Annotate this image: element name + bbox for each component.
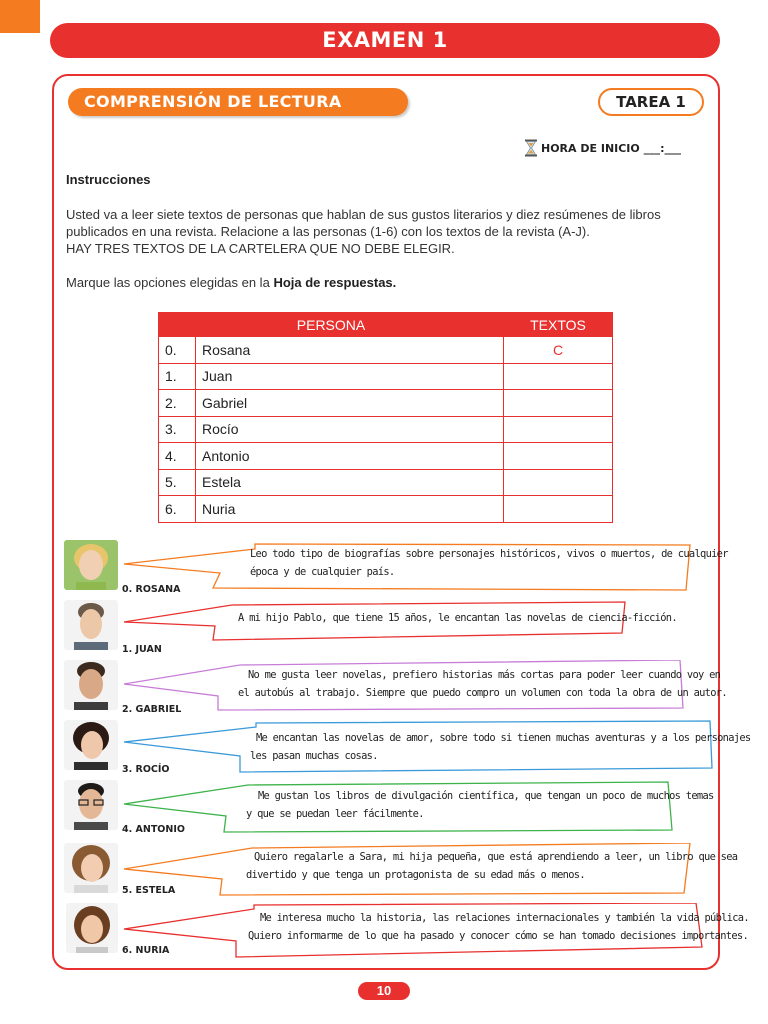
task-label: TAREA 1: [598, 88, 704, 116]
corner-tab: [0, 0, 40, 33]
instructions-line: HAY TRES TEXTOS DE LA CARTELERA QUE NO DEBE ELEGIR.: [66, 241, 455, 256]
table-row: [159, 469, 613, 496]
instructions-line: Usted va a leer siete textos de personas que hablan de sus gustos literarios y diez resúmenes de libros: [66, 207, 661, 222]
bubble-text: [250, 729, 750, 765]
row-number: 6.: [159, 496, 196, 523]
row-number: 3.: [159, 416, 196, 443]
exam-title: EXAMEN 1: [50, 23, 720, 58]
row-number: 4.: [159, 443, 196, 470]
person-label: 6. NURIA: [122, 945, 170, 956]
bubble-line: Me encantan las novelas de amor, sobre todo si tienen muchas aventuras y a los personajes: [256, 732, 751, 744]
mark-prefix: Marque las opciones elegidas en la: [66, 275, 270, 290]
table-row: [159, 337, 613, 364]
row-name: Estela: [196, 469, 504, 496]
person-gabriel: [0, 660, 768, 720]
bubble-line: Quiero informarme de lo que ha pasado y conocer cómo se han tomado decisiones importantes.: [248, 930, 749, 942]
bubble-line: A mi hijo Pablo, que tiene 15 años, le encantan las novelas de ciencia-ficción.: [238, 612, 677, 624]
row-number: 2.: [159, 390, 196, 417]
row-name: Antonio: [196, 443, 504, 470]
table-header-row: [159, 313, 613, 337]
row-name: Nuria: [196, 496, 504, 523]
bubble-line: Me gustan los libros de divulgación científica, que tengan un poco de muchos temas: [258, 790, 714, 802]
page-number: 10: [358, 982, 410, 1000]
table-row: [159, 363, 613, 390]
bubble-line: divertido y que tenga un protagonista de su edad más o menos.: [246, 869, 585, 881]
bubble-line: Quiero regalarle a Sara, mi hija pequeña, que está aprendiendo a leer, un libro que sea: [254, 851, 738, 863]
bubble-line: el autobús al trabajo. Siempre que puedo compro un volumen con toda la obra de un autor.: [238, 687, 727, 699]
hourglass-icon: [524, 139, 538, 157]
row-number: 1.: [159, 363, 196, 390]
row-answer[interactable]: [504, 416, 613, 443]
row-answer[interactable]: [504, 443, 613, 470]
header-textos: TEXTOS: [504, 313, 613, 337]
instructions-line: publicados en una revista. Relacione a las personas (1-6) con los textos de la revista (A-J).: [66, 224, 590, 239]
mark-instruction: [66, 275, 396, 290]
bubble-line: y que se puedan leer fácilmente.: [246, 808, 424, 820]
row-name: Rocío: [196, 416, 504, 443]
person-rocio: [0, 720, 768, 780]
header-persona: PERSONA: [159, 313, 504, 337]
row-answer[interactable]: [504, 469, 613, 496]
person-label: 2. GABRIEL: [122, 704, 182, 715]
bubble-text: [250, 545, 728, 581]
person-label: 0. ROSANA: [122, 584, 181, 595]
instructions-title: Instrucciones: [66, 172, 151, 187]
start-time: [524, 139, 681, 157]
bubble-text: [238, 609, 677, 627]
person-label: 4. ANTONIO: [122, 824, 185, 835]
person-rosana: [0, 540, 768, 600]
person-antonio: [0, 780, 768, 840]
row-name: Rosana: [196, 337, 504, 364]
answer-table: [158, 312, 613, 523]
section-title: COMPRENSIÓN DE LECTURA: [68, 88, 408, 116]
start-time-label: HORA DE INICIO ___:___: [541, 141, 681, 155]
person-nuria: [0, 903, 768, 963]
bubble-text: [246, 787, 714, 823]
table-body: [159, 337, 613, 523]
bubble-text: [246, 848, 737, 884]
person-estela: [0, 843, 768, 903]
bubble-line: les pasan muchas cosas.: [250, 750, 378, 762]
row-answer[interactable]: [504, 390, 613, 417]
row-name: Gabriel: [196, 390, 504, 417]
row-answer[interactable]: C: [504, 337, 613, 364]
person-label: 5. ESTELA: [122, 885, 176, 896]
table-row: [159, 390, 613, 417]
table-row: [159, 416, 613, 443]
row-name: Juan: [196, 363, 504, 390]
bubble-text: [248, 909, 749, 945]
table-row: [159, 496, 613, 523]
row-answer[interactable]: [504, 363, 613, 390]
bubble-line: época y de cualquier país.: [250, 566, 395, 578]
person-label: 3. ROCÍO: [122, 764, 170, 775]
person-label: 1. JUAN: [122, 644, 162, 655]
instructions-text: [66, 206, 716, 257]
table-row: [159, 443, 613, 470]
bubble-text: [238, 666, 727, 702]
answer-sheet-reference: Hoja de respuestas.: [273, 275, 397, 290]
row-number: 5.: [159, 469, 196, 496]
bubble-line: Me interesa mucho la historia, las relaciones internacionales y también la vida pública.: [260, 912, 749, 924]
row-number: 0.: [159, 337, 196, 364]
bubble-line: Leo todo tipo de biografías sobre personajes históricos, vivos o muertos, de cualquier: [250, 548, 728, 560]
person-juan: [0, 600, 768, 660]
row-answer[interactable]: [504, 496, 613, 523]
bubble-line: No me gusta leer novelas, prefiero historias más cortas para poder leer cuando voy en: [248, 669, 721, 681]
